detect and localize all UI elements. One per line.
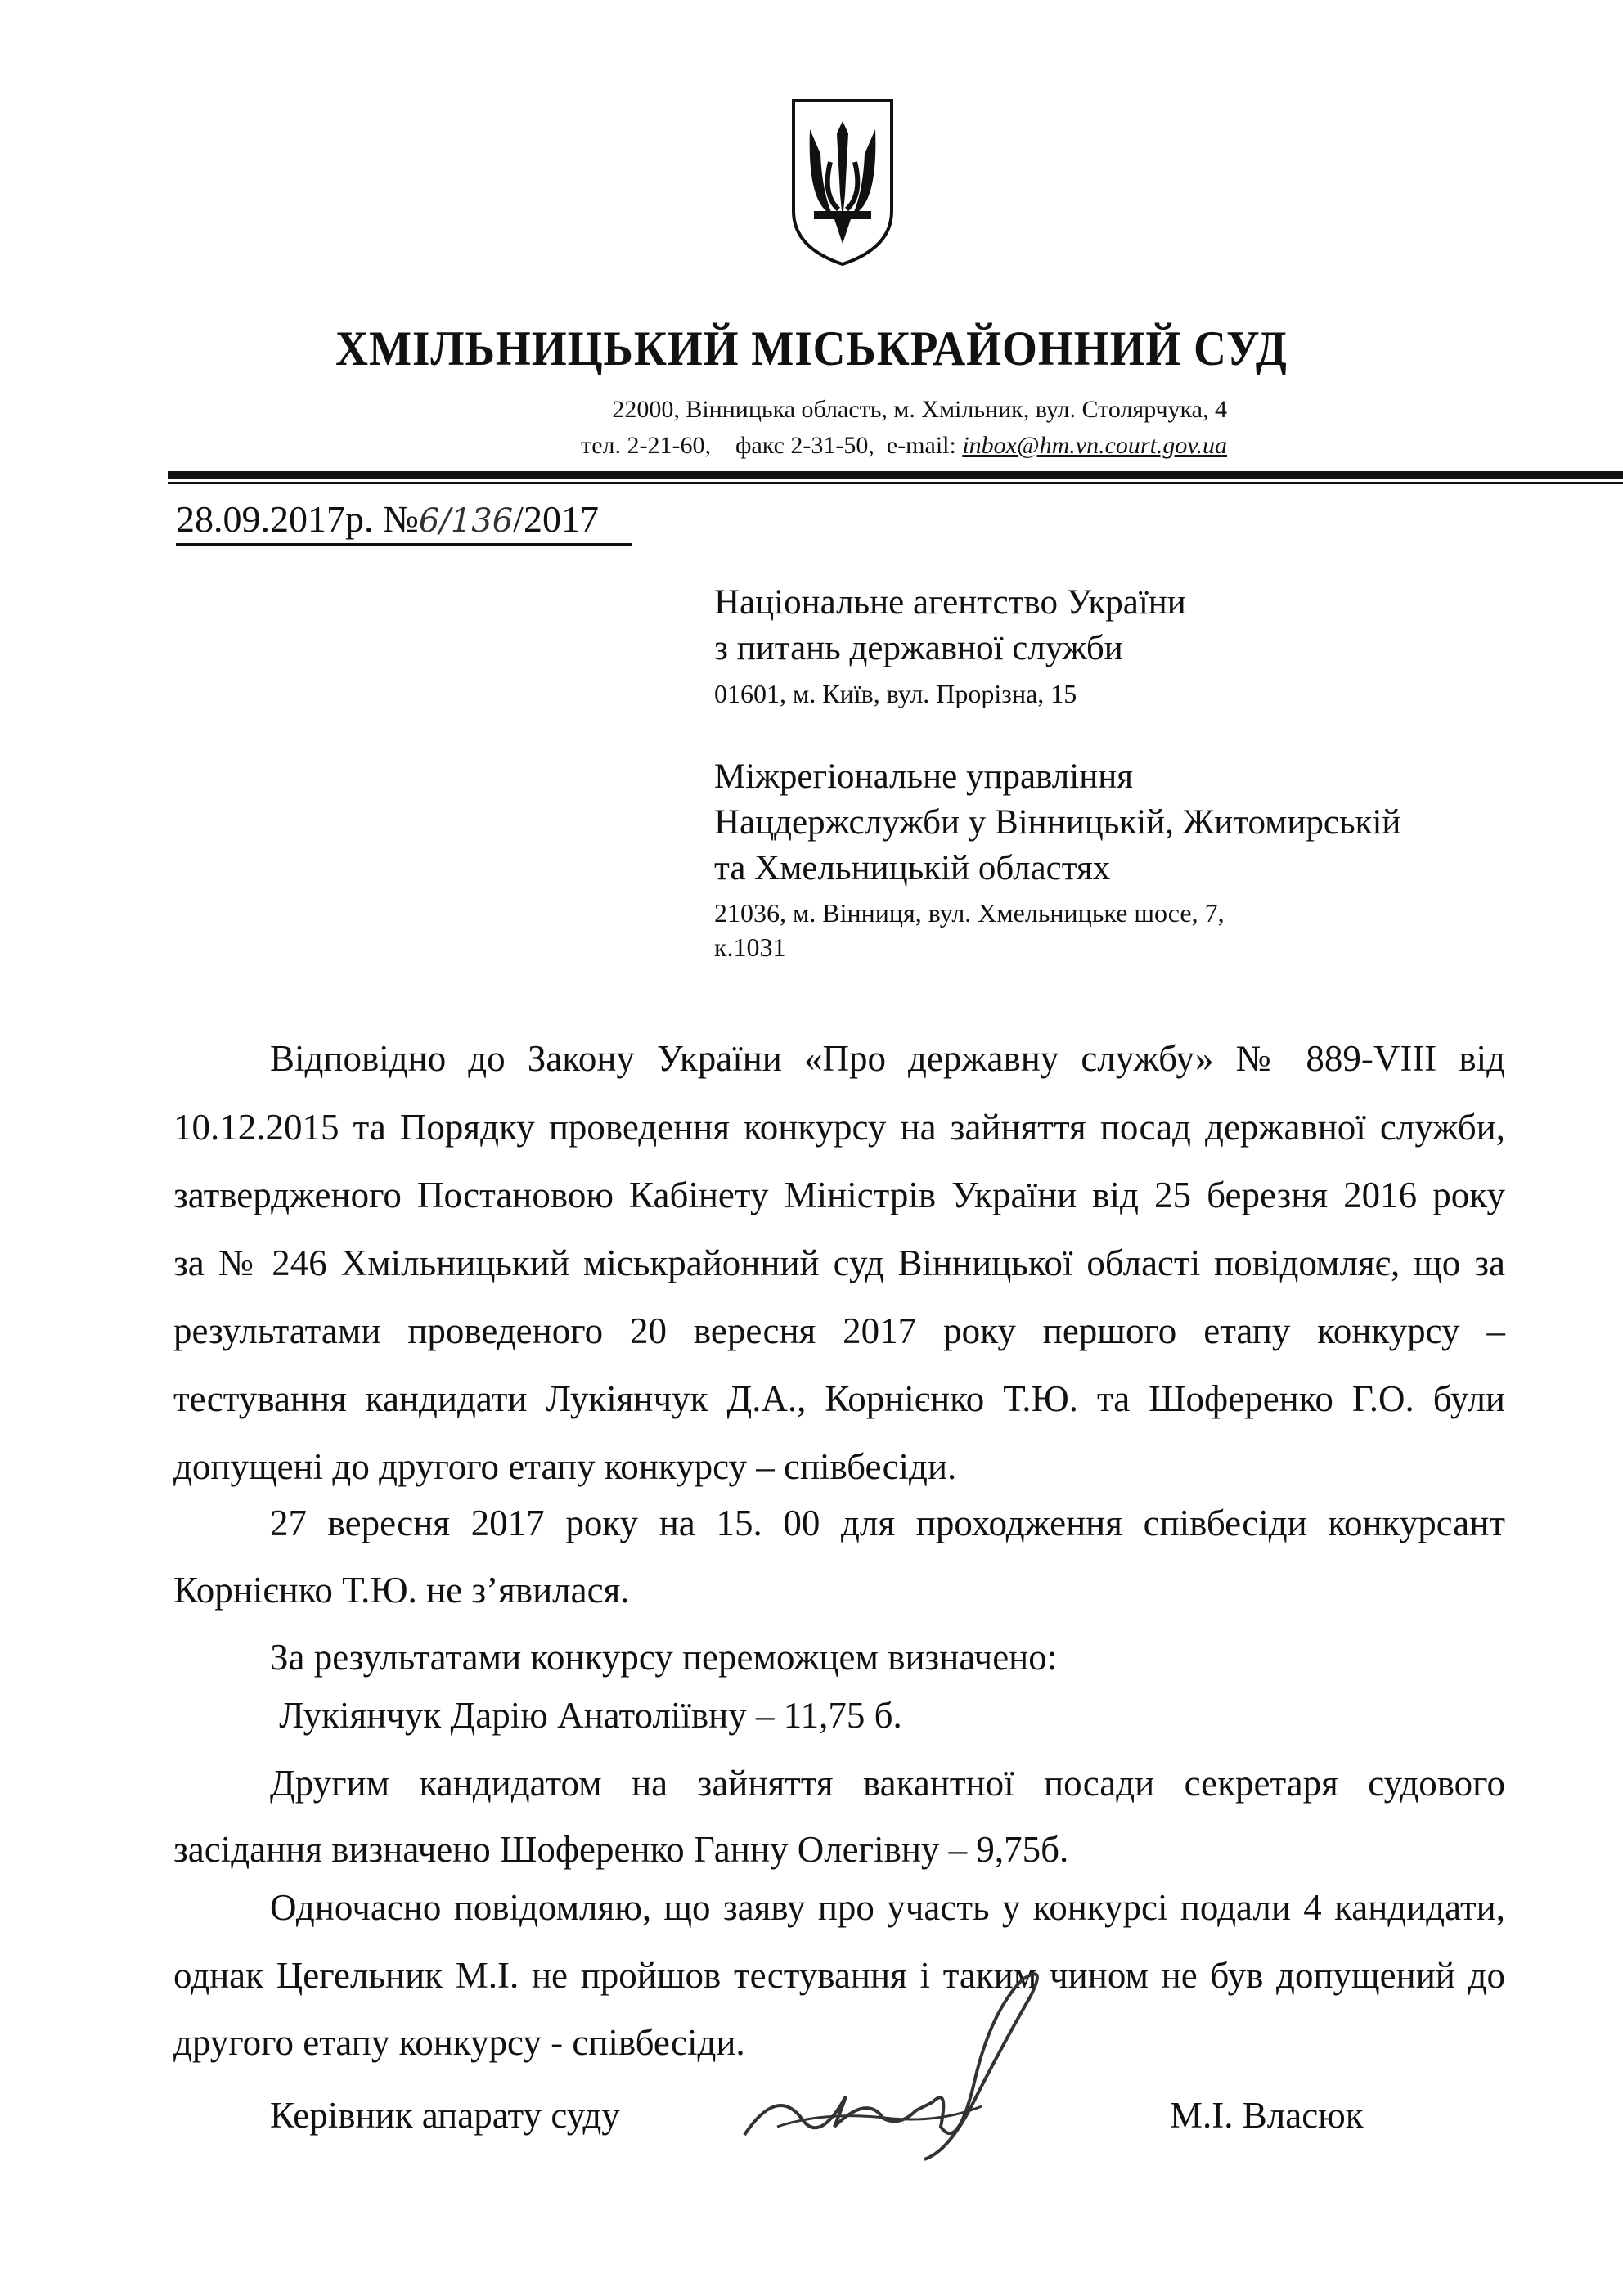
email-link[interactable]: inbox@hm.vn.court.gov.ua (962, 432, 1227, 459)
body-line: За результатами конкурсу переможцем визначено: (270, 1637, 1058, 1678)
recipient-1-line: Національне агентство України (714, 583, 1186, 622)
body-line: допущені до другого етапу конкурсу – співбесіди. (173, 1446, 957, 1487)
recipient-2-line: та Хмельницькій областях (714, 849, 1111, 887)
body-line: засідання визначено Шоференко Ганну Олегівну – 9,75б. (173, 1829, 1069, 1870)
handwritten-number: 6/136 (418, 502, 514, 540)
body-line: Лукіянчук Дарію Анатоліївну – 11,75 б. (270, 1695, 902, 1736)
body-line: Відповідно до Закону України «Про державну службу» № 889-VIII від (270, 1038, 1505, 1079)
body-line: за № 246 Хмільницький міськрайонний суд Вінницької області повідомляє, що за (173, 1242, 1505, 1283)
recipient-2-address: 21036, м. Вінниця, вул. Хмельницьке шосе, 7, (714, 898, 1225, 928)
recipient-2-line: Міжрегіональне управління (714, 757, 1133, 796)
recipient-1-address: 01601, м. Київ, вул. Прорізна, 15 (714, 679, 1077, 708)
court-contacts (474, 432, 1227, 460)
body-line: другого етапу конкурсу - співбесіди. (173, 2022, 745, 2063)
header-rule-thick (168, 471, 1623, 479)
header-rule-thin (168, 482, 1623, 484)
signer-name: М.І. Власюк (1170, 2095, 1364, 2136)
court-name-heading: ХМІЛЬНИЦЬКИЙ МІСЬКРАЙОННИЙ СУД (335, 321, 1288, 375)
recipient-1-line: з питань державної служби (714, 629, 1123, 667)
body-line: Корнієнко Т.Ю. не з’явилася. (173, 1570, 630, 1611)
body-line: тестування кандидати Лукіянчук Д.А., Корнієнко Т.Ю. та Шоференко Г.О. були (173, 1378, 1505, 1419)
body-line: Другим кандидатом на зайняття вакантної посади секретаря судового (270, 1763, 1505, 1804)
body-line: однак Цегельник М.І. не пройшов тестування і таким чином не був допущений до (173, 1955, 1505, 1996)
signer-position: Керівник апарату суду (270, 2095, 620, 2136)
recipient-2-line: Нацдержслужби у Вінницькій, Житомирській (714, 803, 1401, 842)
body-line: затвердженого Постановою Кабінету Міністрів України від 25 березня 2016 року (173, 1175, 1505, 1215)
date-prefix: 28.09.2017р. № (176, 498, 419, 540)
court-address: 22000, Вінницька область, м. Хмільник, вул. Столярчука, 4 (612, 396, 1227, 423)
body-line: 10.12.2015 та Порядку проведення конкурсу на зайняття посад державної служби, (173, 1107, 1505, 1148)
body-line: 27 вересня 2017 року на 15. 00 для проходження співбесіди конкурсант (270, 1503, 1505, 1543)
recipient-2-address: к.1031 (714, 932, 786, 962)
number-suffix: /2017 (513, 498, 599, 540)
outgoing-number (176, 497, 632, 546)
body-line: Одночасно повідомляю, що заяву про участь у конкурсі подали 4 кандидати, (270, 1887, 1505, 1928)
body-line: результатами проведеного 20 вересня 2017 року першого етапу конкурсу – (173, 1310, 1505, 1351)
handwritten-signature (728, 1963, 1072, 2176)
contacts-text: тел. 2-21-60, факс 2-31-50, e-mail: (581, 432, 963, 459)
coat-of-arms-icon (789, 97, 896, 268)
